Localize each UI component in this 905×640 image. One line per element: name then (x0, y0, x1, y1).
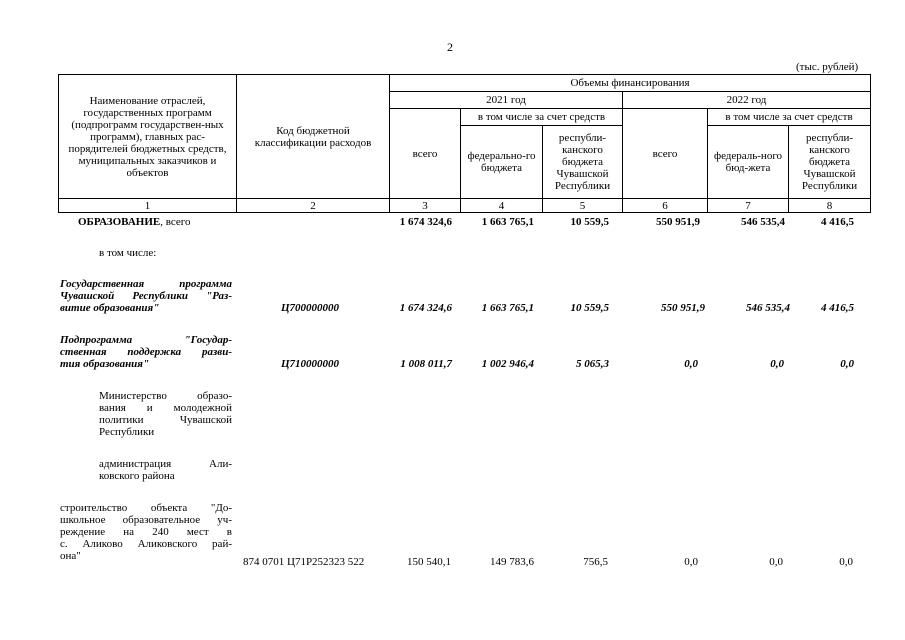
subprogram-fed-2021: 1 002 946,4 (481, 358, 534, 370)
col-num-7: 7 (708, 199, 789, 213)
education-name (78, 216, 191, 228)
program-name-line-2: Чувашской Республики "Раз- (60, 290, 232, 302)
program-fed-2021: 1 663 765,1 (481, 302, 534, 314)
subprogram-rep-2021: 5 065,3 (576, 358, 609, 370)
col-num-4: 4 (461, 199, 543, 213)
subprogram-total-2021: 1 008 011,7 (400, 358, 452, 370)
program-name-line-1: Государственная программа (60, 278, 232, 290)
page-number: 2 (447, 40, 453, 54)
program-fed-2022: 546 535,4 (746, 302, 790, 314)
education-rep-2022: 4 416,5 (821, 216, 854, 228)
header-year-2021: 2021 год (390, 92, 623, 109)
ministry-name (99, 390, 232, 438)
col-num-6: 6 (623, 199, 708, 213)
construction-name (60, 502, 232, 562)
program-rep-2022: 4 416,5 (821, 302, 854, 314)
admin-name-line-2: ковского района (99, 470, 175, 482)
education-name-bold: ОБРАЗОВАНИЕ (78, 216, 161, 228)
subprogram-name (60, 334, 232, 370)
col-num-8: 8 (789, 199, 871, 213)
education-fed-2021: 1 663 765,1 (481, 216, 534, 228)
admin-name (99, 458, 232, 482)
col-num-3: 3 (390, 199, 461, 213)
education-name-rest: , всего (160, 216, 191, 228)
subprogram-code: Ц710000000 (281, 358, 340, 370)
ministry-name-line-2: вания и молодежной (99, 402, 232, 414)
construction-name-line-3: реждение на 240 мест в (60, 526, 232, 538)
header-fed-2021: федерально-го бюджета (461, 126, 543, 199)
program-name-line-3: витие образования" (60, 302, 160, 314)
subprogram-name-line-1: Подпрограмма "Государ- (60, 334, 232, 346)
construction-name-line-4: с. Аликово Аликовского рай- (60, 538, 232, 550)
construction-rep-2021: 756,5 (583, 556, 608, 568)
subprogram-rep-2022: 0,0 (840, 358, 854, 370)
education-fed-2022: 546 535,4 (741, 216, 785, 228)
admin-name-line-1: администрация Али- (99, 458, 232, 470)
header-name-col: Наименование отраслей, государственных программ (подпрограмм государствен-ных программ), главных рас-порядителей бюджетных средств, муниципальных заказчиков и объектов (59, 75, 237, 199)
header-table (58, 74, 871, 213)
program-total-2022: 550 951,9 (661, 302, 705, 314)
construction-name-line-1: строительство объекта "До- (60, 502, 232, 514)
program-total-2021: 1 674 324,6 (399, 302, 452, 314)
col-num-2: 2 (237, 199, 390, 213)
construction-name-line-5: она" (60, 550, 81, 562)
construction-name-line-2: школьное образовательное уч- (60, 514, 232, 526)
construction-total-2022: 0,0 (684, 556, 698, 568)
subprogram-name-line-2: ственная поддержка разви- (60, 346, 232, 358)
construction-total-2021: 150 540,1 (407, 556, 451, 568)
program-name (60, 278, 232, 314)
header-fed-2022: федераль-ного бюд-жета (708, 126, 789, 199)
header-volumes: Объемы финансирования (390, 75, 871, 92)
incl-label: в том числе: (99, 247, 157, 259)
header-incl-2021: в том числе за счет средств (461, 109, 623, 126)
header-rep-2021: республи-канского бюджета Чувашской Республики (543, 126, 623, 199)
header-code-col: Код бюджетной классификации расходов (237, 75, 390, 199)
program-code: Ц700000000 (281, 302, 340, 314)
header-total-2022: всего (623, 109, 708, 199)
program-rep-2021: 10 559,5 (570, 302, 609, 314)
subprogram-fed-2022: 0,0 (770, 358, 784, 370)
ministry-name-line-1: Министерство образо- (99, 390, 232, 402)
ministry-name-line-3: политики Чувашской (99, 414, 232, 426)
construction-code: 874 0701 Ц71Р252323 522 (243, 556, 365, 568)
construction-fed-2022: 0,0 (769, 556, 783, 568)
header-incl-2022: в том числе за счет средств (708, 109, 871, 126)
subprogram-total-2022: 0,0 (684, 358, 698, 370)
construction-fed-2021: 149 783,6 (490, 556, 534, 568)
ministry-name-line-4: Республики (99, 426, 155, 438)
header-total-2021: всего (390, 109, 461, 199)
col-num-5: 5 (543, 199, 623, 213)
education-total-2021: 1 674 324,6 (399, 216, 452, 228)
construction-rep-2022: 0,0 (839, 556, 853, 568)
header-rep-2022: республи-канского бюджета Чувашской Республики (789, 126, 871, 199)
col-num-1: 1 (59, 199, 237, 213)
units-label: (тыс. рублей) (796, 61, 859, 73)
education-rep-2021: 10 559,5 (570, 216, 609, 228)
subprogram-name-line-3: тия образования" (60, 358, 150, 370)
header-year-2022: 2022 год (623, 92, 871, 109)
education-total-2022: 550 951,9 (656, 216, 700, 228)
